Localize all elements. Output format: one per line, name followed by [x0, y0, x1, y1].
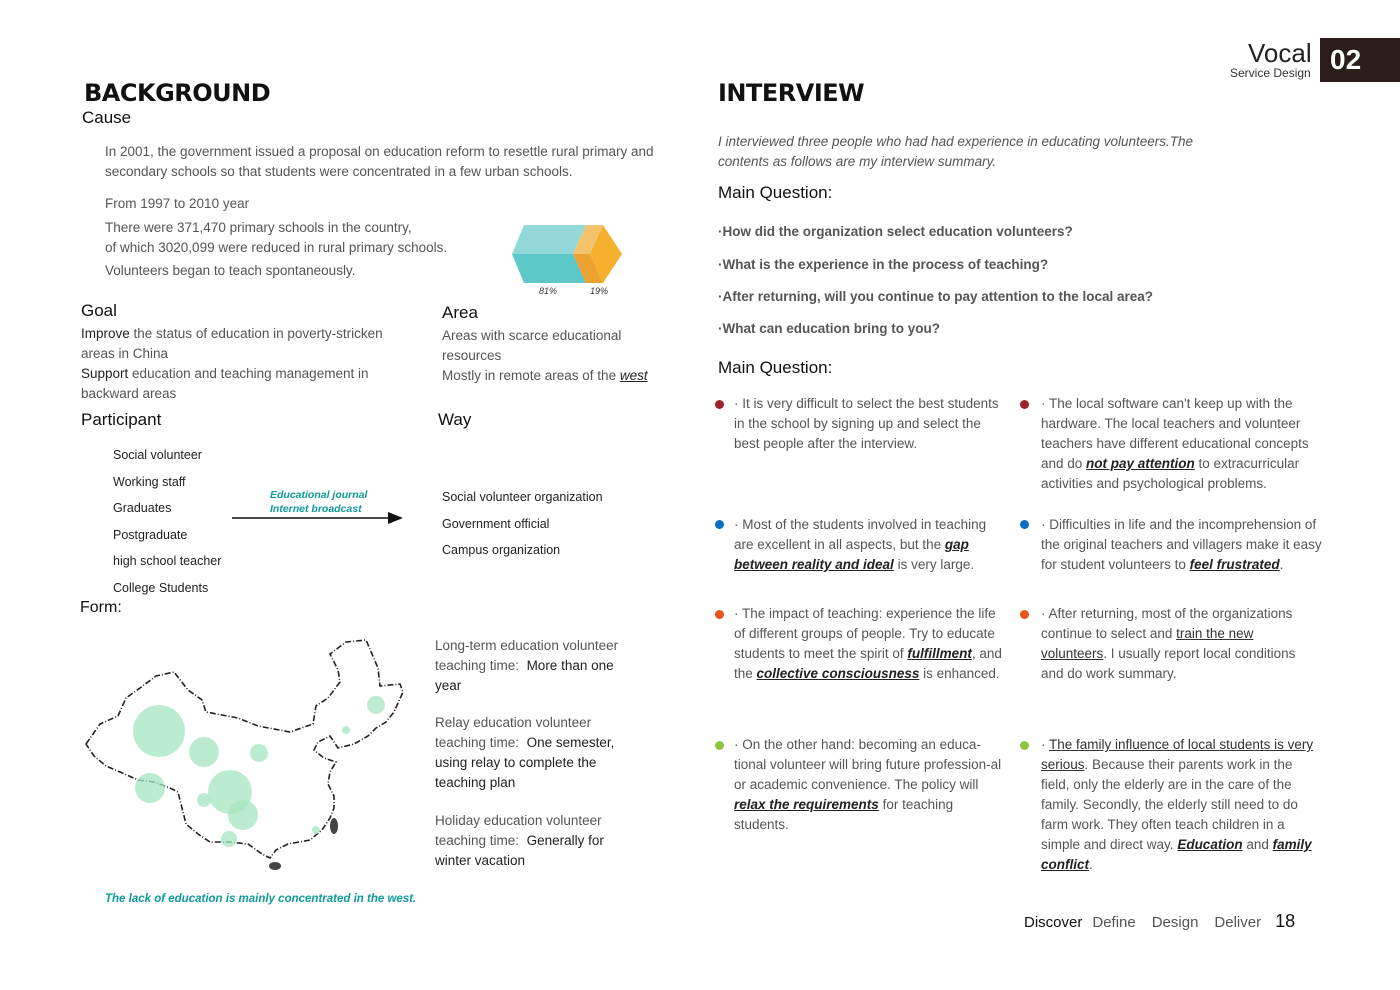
- china-map: [78, 632, 413, 872]
- area-line-2: Mostly in remote areas of the west: [442, 368, 648, 383]
- question-item: ·What is the experience in the process of teaching?: [718, 257, 1049, 272]
- background-title: BACKGROUND: [84, 79, 271, 107]
- chart-segment-81-top: [512, 225, 586, 254]
- participant-list: [113, 442, 221, 601]
- answer-item: · The family influence of local students is very serious. Because their parents work in the field, only the elderly are in the care of the family. Secondly, the elderly still need to do farm work. They often teach children in a simple and direct way. Education and family conflict.: [1041, 737, 1314, 872]
- participant-item: high school teacher: [113, 554, 222, 568]
- map-bubble: [250, 744, 268, 762]
- arrow-label-journal: Educational journal: [270, 489, 368, 501]
- question-item: ·How did the organization select education volunteers?: [718, 224, 1073, 239]
- chapter-number: 02: [1320, 38, 1400, 82]
- area-label: Area: [442, 303, 478, 322]
- footer-nav-define[interactable]: Define: [1092, 914, 1136, 931]
- answer-item: · Most of the students involved in teaching are excellent in all aspects, but the gap between reality and ideal is very large.: [734, 517, 987, 572]
- answer-dot-green: [1020, 741, 1029, 750]
- area-line-1: Areas with scarce educational resources: [442, 328, 622, 363]
- way-item: Government official: [442, 516, 550, 531]
- taiwan-island: [330, 818, 338, 834]
- answer-item: · It is very difficult to select the best students in the school by signing up and select the best people after the interview.: [734, 396, 999, 451]
- answer-dot-blue: [715, 520, 724, 529]
- footer-nav-design[interactable]: Design: [1151, 914, 1199, 931]
- participant-item: Graduates: [113, 501, 172, 515]
- interview-title: INTERVIEW: [718, 79, 865, 107]
- form-type-holiday: Holiday education volunteer teaching time: Generally for winter vacation: [435, 813, 604, 868]
- answer-dot-blue: [1020, 520, 1029, 529]
- form-label: Form:: [80, 599, 122, 616]
- map-bubble: [228, 800, 258, 830]
- participant-item: College Students: [113, 580, 209, 595]
- hainan-island: [269, 862, 281, 870]
- way-list: [442, 484, 603, 564]
- answer-item: · The local software can't keep up with the hardware. The local teachers and volunteer teachers have different educational concepts and do not pay attention to extracurricular activities and psychological problems.: [1041, 396, 1309, 491]
- participant-item: Working staff: [113, 474, 186, 489]
- map-caption: The lack of education is mainly concentrated in the west.: [105, 893, 417, 905]
- goal-label: Goal: [81, 301, 117, 320]
- answer-item: · On the other hand: becoming an educa-tional volunteer will bring future profession-al or academic convenience. The policy will relax the requirements for teaching students.: [734, 737, 1002, 832]
- form-type-relay: Relay education volunteer teaching time: One semester, using relay to complete the teaching plan: [435, 715, 615, 790]
- arrow-icon: [232, 511, 404, 525]
- map-bubble: [221, 831, 237, 847]
- way-label: Way: [438, 410, 472, 429]
- interview-intro: I interviewed three people who had had experience in educating volunteers.The contents as follows are my interview summary.: [718, 134, 1194, 169]
- way-item: Campus organization: [442, 543, 561, 557]
- answer-dot-orange: [1020, 610, 1029, 619]
- cause-years: From 1997 to 2010 year: [105, 196, 250, 211]
- goal-item-support-bold: Support: [81, 366, 129, 381]
- map-bubble: [135, 773, 165, 803]
- question-item: ·After returning, will you continue to pay attention to the local area?: [718, 289, 1154, 304]
- way-item: Social volunteer organization: [442, 490, 603, 504]
- cause-line-reduced: of which 3020,099 were reduced in rural primary schools.: [105, 240, 448, 255]
- participant-item: Social volunteer: [113, 448, 202, 462]
- arrow-label-internet: Internet broadcast: [270, 503, 362, 515]
- participant-label: Participant: [81, 410, 162, 429]
- goal-item-support: Support education and teaching management in backward areas: [81, 366, 369, 401]
- map-bubble: [367, 696, 385, 714]
- answer-dot-red: [715, 400, 724, 409]
- map-bubble: [189, 737, 219, 767]
- map-bubble: [342, 726, 350, 734]
- school-ratio-chart: [510, 222, 626, 286]
- footer-nav-discover[interactable]: Discover: [1024, 914, 1083, 931]
- chart-label-81: 81%: [539, 286, 558, 296]
- chart-label-19: 19%: [590, 286, 609, 296]
- chart-segment-81-bottom: [512, 254, 586, 283]
- answer-dot-red: [1020, 400, 1029, 409]
- area-west-emph: west: [619, 368, 648, 383]
- page-number: 18: [1275, 911, 1296, 931]
- footer-nav: [1024, 911, 1305, 932]
- answer-dot-green: [715, 741, 724, 750]
- brand-subtitle: Service Design: [1230, 66, 1311, 80]
- cause-paragraph: In 2001, the government issued a proposal on education reform to resettle rural primary and secondary schools so that students were concentrated in a few urban schools.: [105, 144, 654, 179]
- answer-item: · Difficulties in life and the incomprehension of the original teachers and villagers make it easy for student volunteers to feel frustrated.: [1041, 517, 1322, 572]
- footer-nav-deliver[interactable]: Deliver: [1214, 914, 1262, 931]
- answer-item: · After returning, most of the organizations continue to select and train the new volunteers. I usually report local conditions and do work summary.: [1041, 606, 1296, 681]
- question-item: ·What can education bring to you?: [718, 321, 940, 336]
- map-bubble: [197, 793, 211, 807]
- map-bubble: [312, 826, 320, 834]
- cause-label: Cause: [82, 108, 132, 127]
- answers-label: Main Question:: [718, 358, 833, 377]
- goal-item-improve-bold: Improve: [81, 326, 130, 341]
- cause-line-schools: There were 371,470 primary schools in the country,: [105, 220, 412, 235]
- cause-line-volunteers: Volunteers began to teach spontaneously.: [105, 263, 356, 278]
- participant-item: Postgraduate: [113, 527, 188, 542]
- goal-item-improve: Improve the status of education in poverty-stricken areas in China: [81, 326, 383, 361]
- answer-item: · The impact of teaching: experience the life of different groups of people. Try to educate students to meet the spirit of fulfillment, and the collective consciousness is enhanced.: [734, 606, 1002, 681]
- questions-label: Main Question:: [718, 183, 833, 202]
- brand-title: Vocal: [1248, 38, 1312, 68]
- answer-dot-orange: [715, 610, 724, 619]
- form-type-long-term: Long-term education volunteer teaching time: More than one year: [435, 638, 619, 693]
- map-bubble: [133, 705, 185, 757]
